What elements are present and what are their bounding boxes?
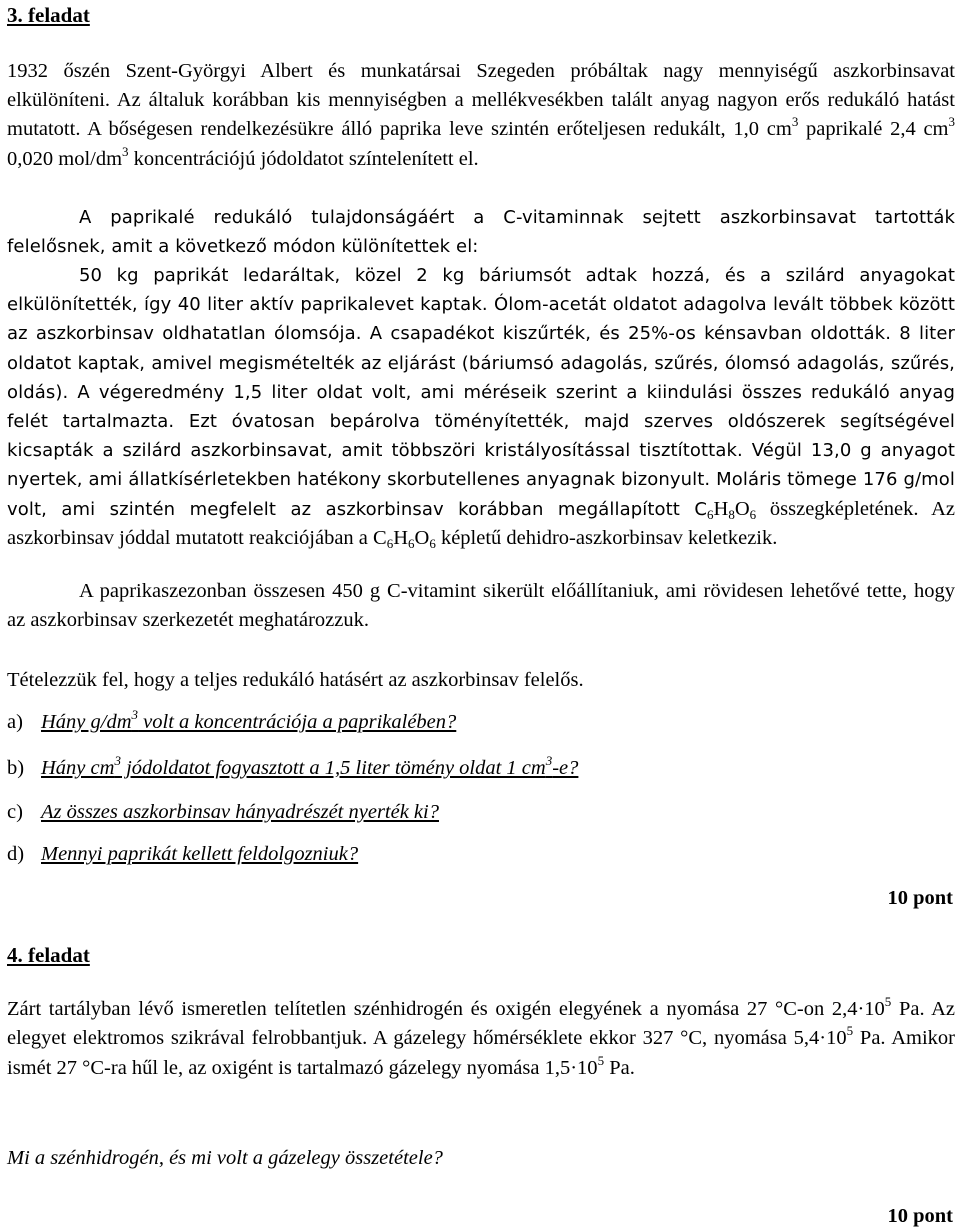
formula-element: O bbox=[414, 526, 430, 549]
question-letter: d) bbox=[7, 843, 25, 865]
formula-element: H bbox=[393, 526, 409, 549]
task3-paragraph-intro bbox=[7, 57, 955, 174]
formula-element: H bbox=[713, 497, 729, 520]
formula-element: O bbox=[734, 497, 750, 520]
task4-text-a: Zárt tartályban lévő ismeretlen telítetlen szénhidrogén és oxigén elegyének a nyomása 27 °C-on 2,4·10 bbox=[7, 998, 885, 1020]
question-letter: c) bbox=[7, 801, 23, 823]
question-text: Mi a szénhidrogén, és mi volt a gázelegy összetétele? bbox=[7, 1147, 443, 1169]
question-text: Hány $g/dm^3$ volt a koncentrációja a paprikalében? bbox=[41, 707, 457, 733]
question-text: Hány $cm^3$ jódoldatot fogyasztott a 1,5 liter tömény oldat 1 $cm^3-e$? bbox=[41, 753, 579, 779]
task4-text-c: Pa. Amikor ismét 27 °C-ra hűl le, az oxigént is tartalmazó gázelegy nyomása 1,5·10 bbox=[7, 1027, 955, 1079]
task3-question-b bbox=[7, 755, 578, 781]
task4-text-b: Pa. Az elegyet elektromos szikrával felrobbantjuk. A gázelegy hőmérséklete ekkor 327 °C, nyomása 5,4·10 bbox=[7, 998, 955, 1050]
task4-paragraph bbox=[7, 995, 955, 1083]
task3-paragraph-summary: A paprikaszezonban összesen 450 g C-vitamint sikerült előállítaniuk, ami rövidesen lehetővé tette, hogy az aszkorbinsav szerkezetét meghatározzuk. bbox=[7, 580, 955, 632]
task3-question-c bbox=[7, 799, 439, 825]
exponent: 5 bbox=[884, 994, 892, 1009]
task3-paragraph-method: A paprikalé redukáló tulajdonságáért a C-vitaminnak sejtett aszkorbinsavat tartották felelősnek, amit a következő módon különítettek el: bbox=[7, 207, 955, 258]
task3-question-a bbox=[7, 709, 456, 735]
formula-subscript: 8 bbox=[728, 506, 735, 522]
task3-procedure-text-a: 50 kg paprikát ledaráltak, közel 2 kg báriumsót adtak hozzá, és a szilárd anyagokat elkülönítették, így 40 liter aktív paprikalevet kaptak. Ólom-acetát oldatot adagolva levált többek között az aszkorbinsav oldhatatlan ólomsója. A csapadékot kiszűrték, és 25%-os kénsavban oldották. 8 liter oldatot kaptak, amivel megismételték az eljárást (báriumsó adagolás, szűrés, ólomsó adagolás, szűrés, oldás). A végeredmény 1,5 liter oldat volt, ami méréseik szerint a kiindulási összes redukáló anyag felét tartalmazta. Ezt óvatosan bepárolva töményítették, majd szerves oldószerek segítségével kicsapták a szilárd aszkorbinsavat, amit többszöri kristályosítással tisztítottak. Végül 13,0 g anyagot nyertek, ami állatkísérletekben hatékony skorbutellenes anyagnak bizonyult. Moláris tömege 176 g/mol volt, ami szintén megfelelt az aszkorbinsav korábban megállapított C bbox=[7, 265, 955, 520]
task3-assumption: Tételezzük fel, hogy a teljes redukáló hatásért az aszkorbinsav felelős. bbox=[7, 669, 584, 691]
task4-text-d: Pa. bbox=[604, 1056, 635, 1079]
task3-points: 10 pont bbox=[887, 887, 953, 909]
task4-points: 10 pont bbox=[887, 1205, 953, 1227]
exponent: 5 bbox=[846, 1023, 854, 1039]
formula-subscript: 6 bbox=[429, 535, 436, 551]
task4-heading: 4. feladat bbox=[7, 943, 90, 967]
unit-exponent: 3 bbox=[122, 143, 129, 159]
task3-procedure-text-d: összegképletének. Az aszkorbinsav jóddal mutatott reakciójában a C bbox=[7, 497, 955, 549]
task3-paragraph-procedure bbox=[7, 261, 955, 553]
task3-question-d bbox=[7, 841, 358, 867]
task3-heading: 3. feladat bbox=[7, 3, 90, 27]
question-letter: b) bbox=[7, 757, 25, 779]
task3-intro-text-b: paprikalé 2,4 cm bbox=[798, 118, 949, 141]
question-text: Mennyi paprikát kellett feldolgozniuk? bbox=[41, 843, 359, 865]
task3-procedure-text-g: képletű dehidro-aszkorbinsav keletkezik. bbox=[435, 526, 778, 549]
task3-intro-text-c: 0,020 mol/dm bbox=[7, 147, 123, 170]
task3-intro-text-d: koncentrációjú jódoldatot színtelenített el. bbox=[128, 147, 479, 170]
unit-exponent: 3 bbox=[791, 114, 799, 130]
formula-subscript: 6 bbox=[749, 506, 757, 522]
question-letter: a) bbox=[7, 711, 23, 733]
task3-intro-text-a: 1932 őszén Szent-Györgyi Albert és munkatársai Szegeden próbáltak nagy mennyiségű aszkorbinsavat elkülöníteni. Az általuk korábban kis mennyiségben a mellékvesékben talált anyag nagyon erős redukáló hatást mutatott. A bőségesen rendelkezésükre álló paprika leve szintén erőteljesen redukált, 1,0 cm bbox=[7, 60, 955, 141]
formula-subscript: 6 bbox=[408, 535, 415, 551]
question-text: Az összes aszkorbinsav hányadrészét nyerték ki? bbox=[41, 801, 439, 823]
formula-subscript: 6 bbox=[386, 535, 394, 551]
task4-question bbox=[7, 1145, 443, 1171]
unit-exponent: 3 bbox=[948, 114, 955, 130]
exponent: 5 bbox=[597, 1052, 605, 1068]
formula-subscript: 6 bbox=[707, 506, 714, 522]
